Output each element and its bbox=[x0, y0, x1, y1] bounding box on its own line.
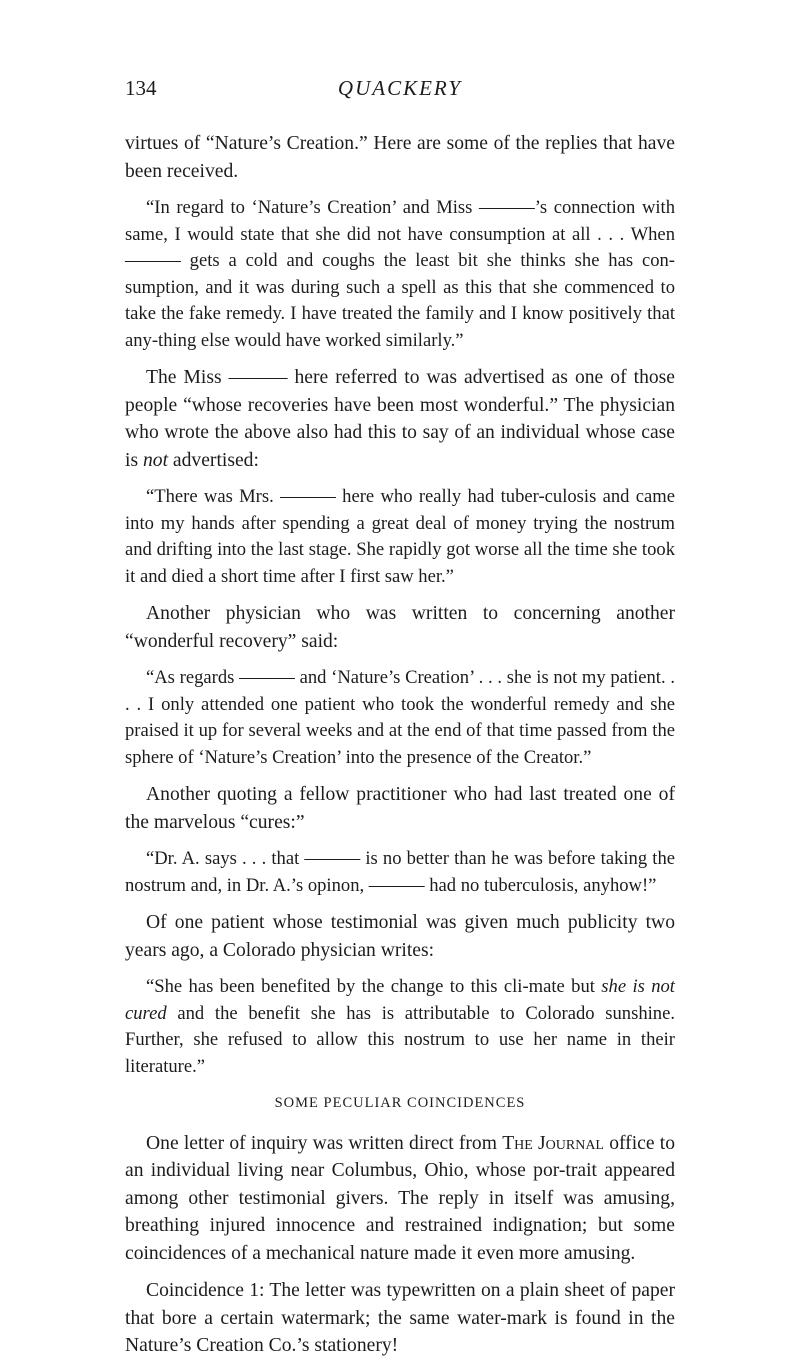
page-number: 134 bbox=[125, 76, 157, 100]
emphasis-not: not bbox=[142, 449, 169, 471]
running-head bbox=[125, 76, 675, 106]
quote-1: “In regard to ‘Nature’s Creation’ and Miss ———’s connection with same, I would state that she did not have consumption at all . . . When ——— gets a cold and coughs the least bit she thinks she has con-sumption, and it was during such a spell as this that she commenced to take the fake remedy. I have treated the family and I know positively that any-thing else would have worked similarly.” bbox=[125, 197, 675, 351]
journal-name: The Journal bbox=[502, 1132, 604, 1154]
quote-4: “Dr. A. says . . . that ——— is no better than he was before taking the nostrum and, in Dr. A.’s opinon, ——— had no tuberculosis, anyhow!” bbox=[125, 848, 675, 896]
paragraph-2: The Miss ——— here referred to was advertised as one of those people “whose recoveries have been most wonderful.” The physician who wrote the above also had this to say of an individual whose case is not advertised: bbox=[125, 367, 675, 471]
paragraph-5: Of one patient whose testimonial was given much publicity two years ago, a Colorado physician writes: bbox=[125, 912, 675, 961]
text-body bbox=[125, 130, 675, 1370]
paragraph-7: Coincidence 1: The letter was typewritten on a plain sheet of paper that bore a certain watermark; the same water-mark is found in the Nature’s Creation Co.’s stationery! bbox=[125, 1280, 675, 1356]
section-heading: SOME PECULIAR COINCIDENCES bbox=[274, 1095, 526, 1111]
quote-3: “As regards ——— and ‘Nature’s Creation’ . . . she is not my patient. . . . I only attended one patient who took the wonderful remedy and she praised it up for several weeks and at the end of that time passed from the sphere of ‘Nature’s Creation’ into the presence of the Creator.” bbox=[125, 667, 675, 768]
paragraph-1: virtues of “Nature’s Creation.” Here are some of the replies that have been received. bbox=[125, 133, 675, 182]
quote-2: “There was Mrs. ——— here who really had tuber-culosis and came into my hands after spending a great deal of money trying the nostrum and drifting into the last stage. She rapidly got worse all the time she took it and died a short time after I first saw her.” bbox=[125, 486, 675, 587]
emphasis-not-cured: she is not cured bbox=[125, 976, 675, 1024]
paragraph-4: Another quoting a fellow practitioner who had last treated one of the marvelous “cures:” bbox=[125, 784, 675, 833]
quote-5: “She has been benefited by the change to this cli-mate but she is not cured and the benefit she has is attributable to Colorado sunshine. Further, she refused to allow this nostrum to use her name in their literature.” bbox=[125, 976, 675, 1077]
running-title: QUACKERY bbox=[337, 76, 463, 100]
paragraph-3: Another physician who was written to concerning another “wonderful recovery” said: bbox=[125, 603, 675, 652]
paragraph-6: One letter of inquiry was written direct from The Journal office to an individual living near Columbus, Ohio, whose por-trait appeared among other testimonial givers. The reply in itself was amusing, breathing injured innocence and restrained indignation; but some coincidences of a mechanical nature made it even more amusing. bbox=[125, 1132, 675, 1264]
